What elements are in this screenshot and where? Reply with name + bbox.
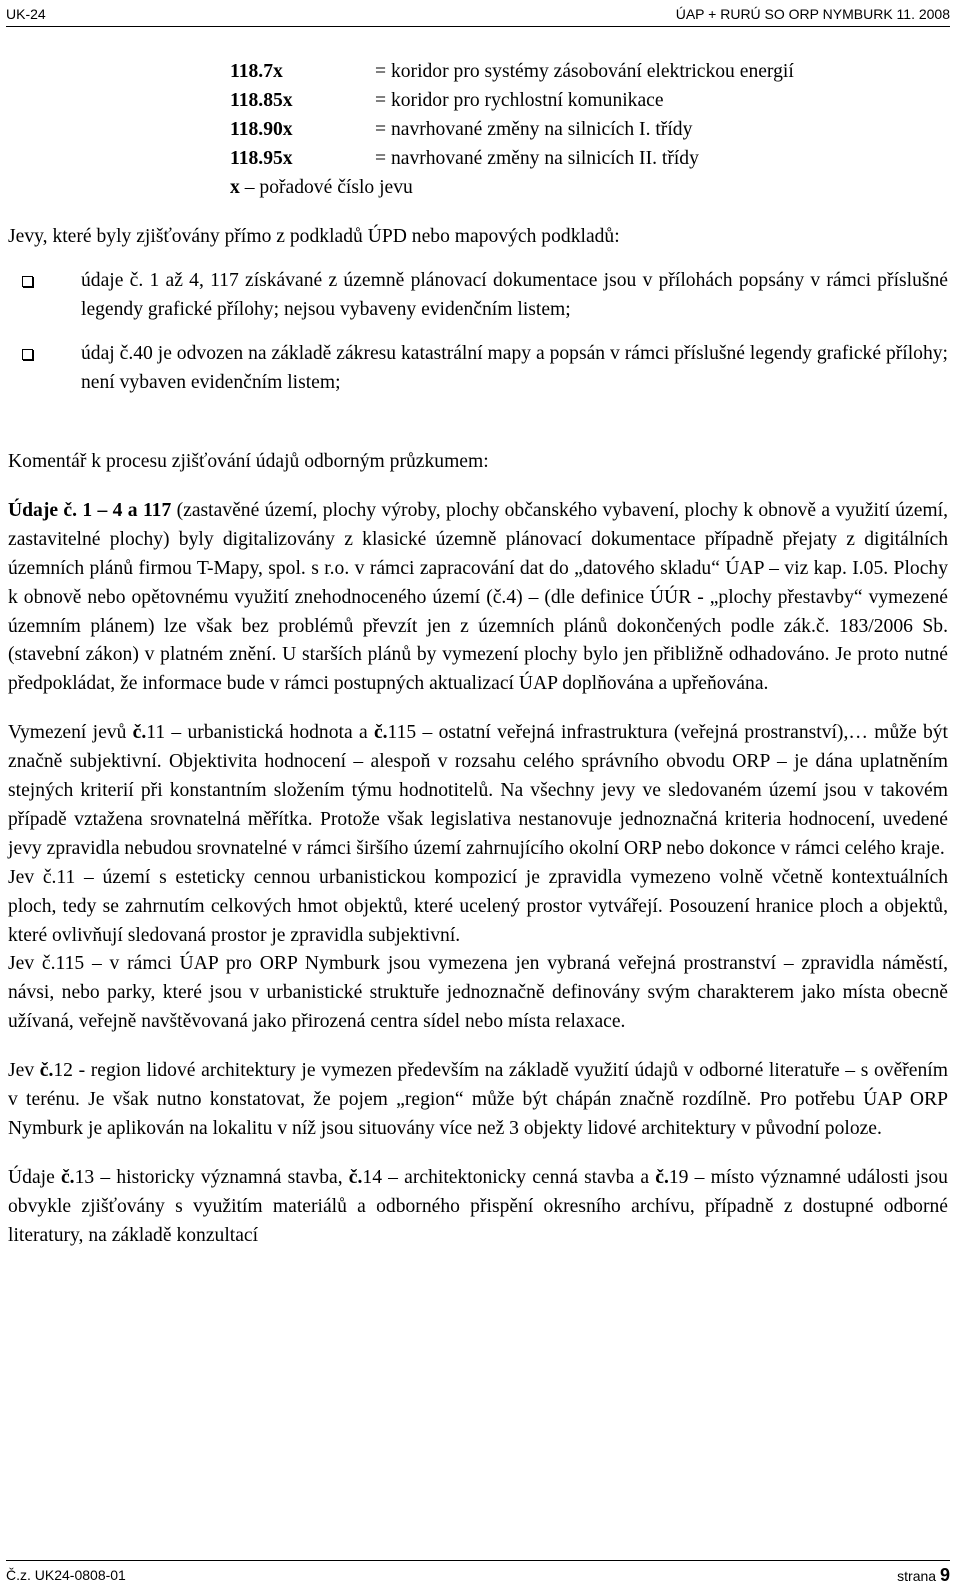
legend-note-text: – pořadové číslo jevu <box>239 176 413 198</box>
paragraph-udaje-13-14-19: Údaje č.13 – historicky významná stavba, č.14 – architektonicky cenná stavba a č.19 – místo významné události jsou obvykle zjišťovány s využitím materiálů a odborného přispění okresního archívu, případně z dostupné odborné literatury, na základě konzultací <box>8 1166 948 1246</box>
bullet-text: údaje č. 1 až 4, 117 získávané z územně plánovací dokumentace jsou v přílohách popsány v rámci příslušné legendy grafické přílohy; nejsou vybaveny evidenčním listem; <box>81 270 948 321</box>
paragraph-jev-11: Jev č.11 – území s esteticky cennou urbanistickou kompozicí je zpravidla vymezeno volně včetně kontextuálních ploch, tedy se zahrnutím celkových hmot objektů, které ucelený prostor vytvářejí. Posouzení hranice ploch a objektů, které ovlivňují sledovaná prostor je zpravidla subjektivní. <box>8 866 948 946</box>
legend-code: 118.95x <box>230 147 293 169</box>
legend-code: 118.7x <box>230 61 283 82</box>
legend-desc: = navrhované změny na silnicích II. třídy <box>375 147 699 169</box>
legend-item <box>230 87 948 116</box>
checkbox-bullet-icon <box>22 349 33 360</box>
legend-desc: = koridor pro rychlostní komunikace <box>375 89 664 111</box>
section-heading: Komentář k procesu zjišťování údajů odborným průzkumem: <box>8 450 489 472</box>
legend-item <box>230 58 948 87</box>
legend-code: 118.90x <box>230 118 293 140</box>
list-item <box>8 267 948 325</box>
page-content <box>8 58 948 1251</box>
header-doc-code: UK-24 <box>6 6 46 22</box>
intro-paragraph: Jevy, které byly zjišťovány přímo z podkladů ÚPD nebo mapových podkladů: <box>8 226 620 248</box>
list-item <box>8 340 948 398</box>
footer-doc-number: Č.z. UK24-0808-01 <box>6 1567 126 1583</box>
legend-code: 118.85x <box>230 89 293 111</box>
page-number: 9 <box>939 1565 950 1585</box>
legend-list <box>230 58 948 202</box>
checkbox-bullet-icon <box>22 276 33 287</box>
paragraph-vymezeni-jevu: Vymezení jevů č.11 – urbanistická hodnota a č.115 – ostatní veřejná infrastruktura (veřejná prostranství),… může být značně subjektivní. Objektivita hodnocení – alespoň v rozsahu celého správního obvodu ORP – je dána uplatněním stejných kriterií při konstantním složením týmu hodnotitelů. Na všechny jevy ve sledovaném území jsou v takovém případě vztažena srovnatelná měřítka. Protože však legislativa nestanovuje jednoznačná kriteria hodnocení, uvedené jevy zpravidla nebudou srovnatelné v rámci širšího území zahrnujícího okolní ORP nebo dokonce v rámci celého kraje. <box>8 722 948 859</box>
legend-item <box>230 145 948 174</box>
paragraph-jev-115: Jev č.115 – v rámci ÚAP pro ORP Nymburk jsou vymezena jen vybraná veřejná prostranství – zpravidla náměstí, návsi, nebo parky, které jsou v urbanistické struktuře jednoznačně definovány svým charakterem jako místa obecně užívaná, veřejně navštěvovaná jako přirozená centra sídel nebo místa relaxace. <box>8 953 948 1033</box>
paragraph-jev-12: Jev č.12 - region lidové architektury je vymezen především na základě využití údajů v odborné literatuře – s ověřením v terénu. Je však nutno konstatovat, že pojem „region“ může být chápán značně rozdílně. Pro potřebu ÚAP ORP Nymburk je aplikován na lokalitu v níž jsou situovány více než 3 objekty lidové architektury v původní poloze. <box>8 1060 948 1140</box>
page-footer <box>6 1560 950 1585</box>
legend-desc: = navrhované změny na silnicích I. třídy <box>375 118 693 140</box>
page-header <box>6 4 950 27</box>
legend-item <box>230 116 948 145</box>
header-doc-title: ÚAP + RURÚ SO ORP NYMBURK 11. 2008 <box>675 6 950 22</box>
footer-page-number: strana 9 <box>897 1565 950 1585</box>
bullet-text: údaj č.40 je odvozen na základě zákresu katastrální mapy a popsán v rámci příslušné legendy grafické přílohy; není vybaven evidenčním listem; <box>81 343 948 394</box>
legend-note <box>230 174 948 203</box>
legend-desc: = koridor pro systémy zásobování elektrickou energií <box>375 61 794 82</box>
paragraph-udaje-1-4: Údaje č. 1 – 4 a 117 (zastavěné území, plochy výroby, plochy občanského vybavení, plochy k obnově a využití území, zastavitelné plochy) byly digitalizovány z klasické územně plánovací dokumentace případně přejaty z digitálních územních plánů firmou T-Mapy, spol. s r.o. v rámci zapracování dat do „datového skladu“ ÚAP – viz kap. I.05. Plochy k obnově nebo opětovnému využití znehodnoceného území (č.4) – (dle definice ÚÚR - „plochy přestavby“ vymezené územním plánem) lze však bez problémů převzít jen z územních plánů dokončených podle zák.č. 183/2006 Sb. (stavební zákon) v platném znění. U starších plánů by vymezení plochy bylo jen přibližně odhadováno. Je proto nutné předpokládat, že informace bude v rámci postupných aktualizací ÚAP doplňována a upřeňována. <box>8 499 948 695</box>
legend-note-symbol: x <box>230 176 240 198</box>
